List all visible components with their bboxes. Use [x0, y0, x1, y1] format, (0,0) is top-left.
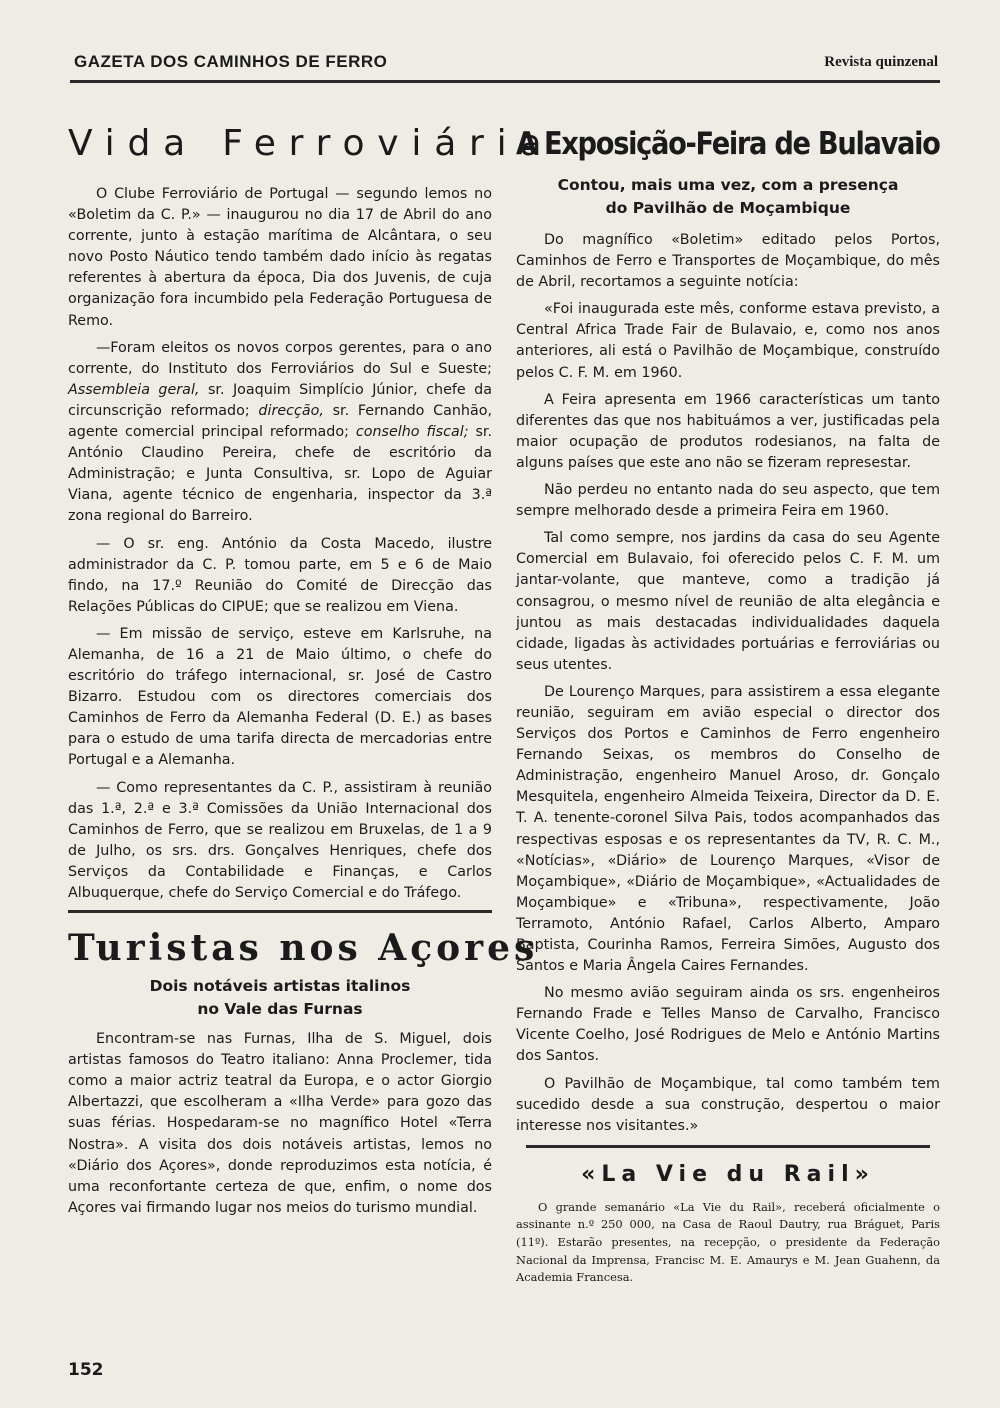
expo-paragraph-7: No mesmo avião seguiram ainda os srs. engenheiros Fernando Frade e Telles Manso de Carvalho, Francisco Vicente Coelho, José Rodrigues de Melo e António Martins dos Santos.: [516, 985, 940, 1065]
expo-paragraph-4: Não perdeu no entanto nada do seu aspecto, que tem sempre melhorado desde a primeira Feira em 1960.: [516, 482, 940, 520]
vida-paragraph-4: — Em missão de serviço, esteve em Karlsruhe, na Alemanha, de 16 a 21 de Maio último, o chefe do escritório do tráfego internacional, sr. José de Castro Bizarro. Estudou com os directores comerciais dos Caminhos de Ferro da Alemanha Federal (D. E.) as bases para o estudo de uma tarifa directa de mercadorias entre Portugal e a Alemanha.: [68, 625, 492, 769]
right-column: [516, 122, 940, 1287]
turistas-title: Turistas nos Açores: [68, 927, 539, 970]
turistas-subtitle: [68, 975, 492, 1021]
publication-title: GAZETA DOS CAMINHOS DE FERRO: [74, 52, 388, 71]
expo-paragraph-6: De Lourenço Marques, para assistirem a essa elegante reunião, seguiram em avião especial o director dos Serviços dos Portos e Caminhos de Ferro engenheiro Fernando Seixas, os membros do Conselho de Administração, engenheiro Manuel Aroso, dr. Gonçalo Mesquitela, engenheiro Almeida Teixeira, Director da D. E. T. A. tenente-coronel Silva Pais, todos acompanhados das respectivas esposas e os representantes da TV, R. C. M., «Notícias», «Diário» de Lourenço Marques, «Visor de Moçambique», «Diário de Moçambique», «Actualidades de Moçambique» e «Tribuna», respectivamente, João Terramoto, António Rafael, Carlos Alberto, Amparo Baptista, Courinha Ramos, Ferreira Simões, Augusto dos Santos e Maria Ângela Caires Fernandes.: [516, 683, 940, 975]
vida-paragraph-5: — Como representantes da C. P., assistiram à reunião das 1.ª, 2.ª e 3.ª Comissões da União Internacional dos Caminhos de Ferro, que se realizou em Bruxelas, de 1 a 9 de Julho, os srs. drs. Gonçalves Henriques, chefe dos Serviços da Contabilidade e Finanças, e Carlos Albuquerque, chefe do Serviço Comercial e do Tráfego.: [68, 779, 492, 901]
section-rule: [68, 910, 492, 913]
expo-paragraph-1: Do magnífico «Boletim» editado pelos Portos, Caminhos de Ferro e Transportes de Moçambique, do mês de Abril, recortamos a seguinte notícia:: [516, 232, 940, 291]
left-column: [68, 122, 555, 1225]
vida-p2-label-direccao: direcção,: [258, 402, 324, 419]
header-rule: [70, 80, 940, 83]
publication-frequency: Revista quinzenal: [824, 54, 938, 70]
page-header: [74, 52, 938, 78]
exposicao-title: A Exposição-Feira de Bulavaio: [516, 126, 940, 162]
vida-p2-text-c: sr. Fernando Canhão, agente comercial principal reformado;: [68, 402, 493, 441]
expo-paragraph-3: A Feira apresenta em 1966 características um tanto diferentes das que nos habituámos a ver, justificadas pela maior ocupação de produtos rodesianos, na falta de alguns países que este ano não se fizeram represestar.: [516, 391, 940, 471]
exposicao-subtitle-line-2: do Pavilhão de Moçambique: [605, 199, 851, 217]
vida-paragraph-2: [68, 338, 492, 528]
expo-paragraph-8: O Pavilhão de Moçambique, tal como também tem sucedido desde a sua construção, despertou o maior interesse nos visitantes.»: [516, 1075, 940, 1134]
expo-paragraph-2: «Foi inaugurada este mês, conforme estava previsto, a Central Africa Trade Fair de Bulavaio, e, como nos anos anteriores, ali está o Pavilhão de Moçambique, construído pelos C. F. M. em 1960.: [516, 301, 940, 381]
vie-du-rail-rule: [526, 1145, 930, 1148]
vida-p2-text-a: —Foram eleitos os novos corpos gerentes, para o ano corrente, do Instituto dos Ferroviários do Sul e Sueste;: [68, 339, 492, 377]
page-number: 152: [68, 1360, 104, 1380]
vida-paragraph-3: — O sr. eng. António da Costa Macedo, ilustre administrador da C. P. tomou parte, em 5 e 6 de Maio findo, na 17.º Reunião do Comité de Direcção das Relações Públicas do CIPUE; que se realizou em Viena.: [68, 535, 492, 615]
turistas-subtitle-line-1: Dois notáveis artistas italinos: [149, 977, 411, 996]
vida-ferroviaria-title: Vida Ferroviária: [68, 123, 555, 164]
exposicao-subtitle-line-1: Contou, mais uma vez, com a presença: [557, 176, 899, 194]
vie-du-rail-paragraph: O grande semanário «La Vie du Rail», receberá oficialmente o assinante n.º 250 000, na Casa de Raoul Dautry, rua Bráguet, Paris (11º). Estarão presentes, na recepção, o presidente da Federação Nacional da Imprensa, Francisc M. E. Amaurys e M. Jean Guahenn, da Academia Francesa.: [516, 1199, 940, 1285]
vida-p2-label-assembleia: Assembleia geral,: [68, 381, 200, 398]
turistas-paragraph: Encontram-se nas Furnas, Ilha de S. Miguel, dois artistas famosos do Teatro italiano: Anna Proclemer, tida como a maior actriz teatral da Europa, e o actor Giorgio Albertazzi, que escolheram a «Ilha Verde» para gozo das suas férias. Hospedaram-se no magnífico Hotel «Terra Nostra». A visita dos dois notáveis artistas, lemos no «Diário dos Açores», donde reproduzimos esta notícia, é uma reconfortante certeza de que, enfim, o nome dos Açores vai firmando lugar nos meios do turismo mundial.: [68, 1031, 492, 1216]
exposicao-subtitle: [516, 174, 940, 220]
expo-paragraph-5: Tal como sempre, nos jardins da casa do seu Agente Comercial em Bulavaio, foi oferecido pelos C. F. M. um jantar-volante, que manteve, como a tradição já consagrou, o mesmo nível de reunião de alta elegância e juntou as mais destacadas individualidades daquela cidade, ligadas às actividades portuárias e ferroviárias ou seus utentes.: [516, 530, 940, 673]
vie-du-rail-title: «La Vie du Rail»: [581, 1161, 875, 1187]
vida-p2-text-b: sr. Joaquim Simplício Júnior, chefe da circunscrição reformado;: [68, 381, 492, 419]
turistas-subtitle-line-2: no Vale das Furnas: [197, 1000, 363, 1019]
vida-p2-label-conselho: conselho fiscal;: [355, 424, 469, 441]
vida-p2-text-d: sr. António Claudino Pereira, chefe de escritório da Administração; e Junta Consultiva, sr. Lopo de Aguiar Viana, agente técnico de engenharia, inspector da 3.ª zona regional do Barreiro.: [68, 424, 493, 525]
vida-paragraph-1: O Clube Ferroviário de Portugal — segundo lemos no «Boletim da C. P.» — inaugurou no dia 17 de Abril do ano corrente, junto à estação marítima de Alcântara, o seu novo Posto Náutico tendo também dado início às regatas referentes à abertura da época, Dia dos Juvenis, de cuja organização fora incumbido pela Federação Portuguesa de Remo.: [68, 186, 492, 329]
